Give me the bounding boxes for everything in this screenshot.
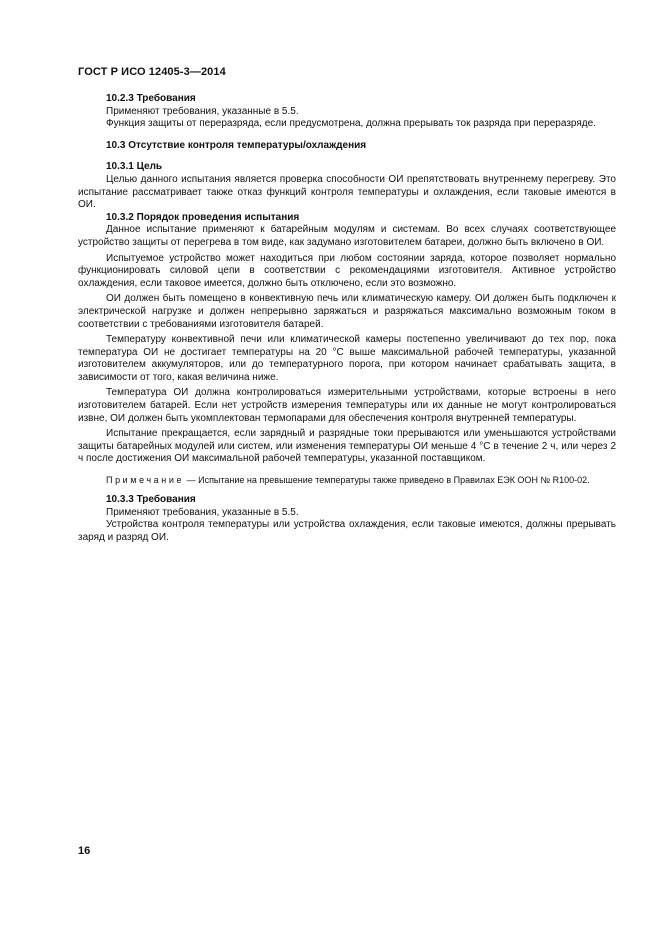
heading-10-3: 10.3 Отсутствие контроля температуры/охлаждения	[106, 139, 367, 151]
note-label: Примечание	[106, 475, 185, 486]
paragraph: Испытание прекращается, если зарядный и разрядные токи прерываются или уменьшаются устройствами защиты батарейных модулей или систем, или изменения температуры ОИ меньше 4 °С в течение 2 ч, или через 2 ч после достижения ОИ максимальной рабочей температуры, указанной поставщиком.	[78, 428, 616, 465]
paragraph: Данное испытание применяют к батарейным модулям и системам. Во всех случаях соответствующее устройство защиты от перегрева в том виде, как задумано изготовителем батареи, должно быть включено в ОИ.	[78, 224, 616, 248]
document-header: ГОСТ Р ИСО 12405-3—2014	[78, 66, 226, 78]
paragraph: Испытуемое устройство может находиться при любом состоянии заряда, которое позволяет нормально функционировать силовой цепи в соответствии с рекомендациями изготовителя. Активное устройство охлаждения, если таковое имеется, должно быть отключено, если это возможно.	[78, 252, 616, 289]
paragraph: Целью данного испытания является проверка способности ОИ препятствовать внутреннему перегреву. Это испытание рассматривает также отказ функций контроля температуры и охлаждения, если таковые имеются в ОИ.	[78, 173, 616, 211]
paragraph: Температуру конвективной печи или климатической камеры постепенно увеличивают до тех пор, пока температура ОИ не достигает температуры на 20 °С выше максимальной рабочей температуры, указанной изготовителем аккумуляторов, или до температурного порога, при котором начинает срабатывать защита, в зависимости от того, какая величина ниже.	[78, 334, 616, 383]
paragraph: Температура ОИ должна контролироваться измерительными устройствами, которые встроены в него изготовителем батарей. Если нет устройств измерения температуры или их данные не могут контролироваться извне, ОИ должен быть укомплектован термопарами для обеспечения контроля внутренней температуры.	[78, 387, 616, 424]
paragraph: Применяют требования, указанные в 5.5.	[106, 506, 299, 518]
paragraph: Применяют требования, указанные в 5.5.	[106, 105, 299, 117]
heading-10-3-1: 10.3.1 Цель	[106, 161, 163, 173]
document-body	[78, 93, 616, 544]
paragraph: ОИ должен быть помещено в конвективную печь или климатическую камеру. ОИ должен быть подключен к электрической нагрузке и должен непрерывно заряжаться и разряжаться максимально возможным током в соответствии с требованиями изготовителя батарей.	[78, 293, 616, 330]
page-number: 16	[78, 845, 91, 857]
paragraph: Функция защиты от переразряда, если предусмотрена, должна прерывать ток разряда при переразряде.	[106, 118, 596, 130]
paragraph: Устройства контроля температуры или устройства охлаждения, если таковые имеются, должны прерывать заряд и разряд ОИ.	[78, 519, 616, 543]
heading-10-3-2: 10.3.2 Порядок проведения испытания	[106, 211, 300, 223]
heading-10-2-3: 10.2.3 Требования	[106, 93, 196, 104]
note-text: — Испытание на превышение температуры также приведено в Правилах ЕЭК ООН № R100-02.	[184, 475, 590, 486]
heading-10-3-3: 10.3.3 Требования	[106, 494, 196, 506]
note	[78, 474, 616, 486]
